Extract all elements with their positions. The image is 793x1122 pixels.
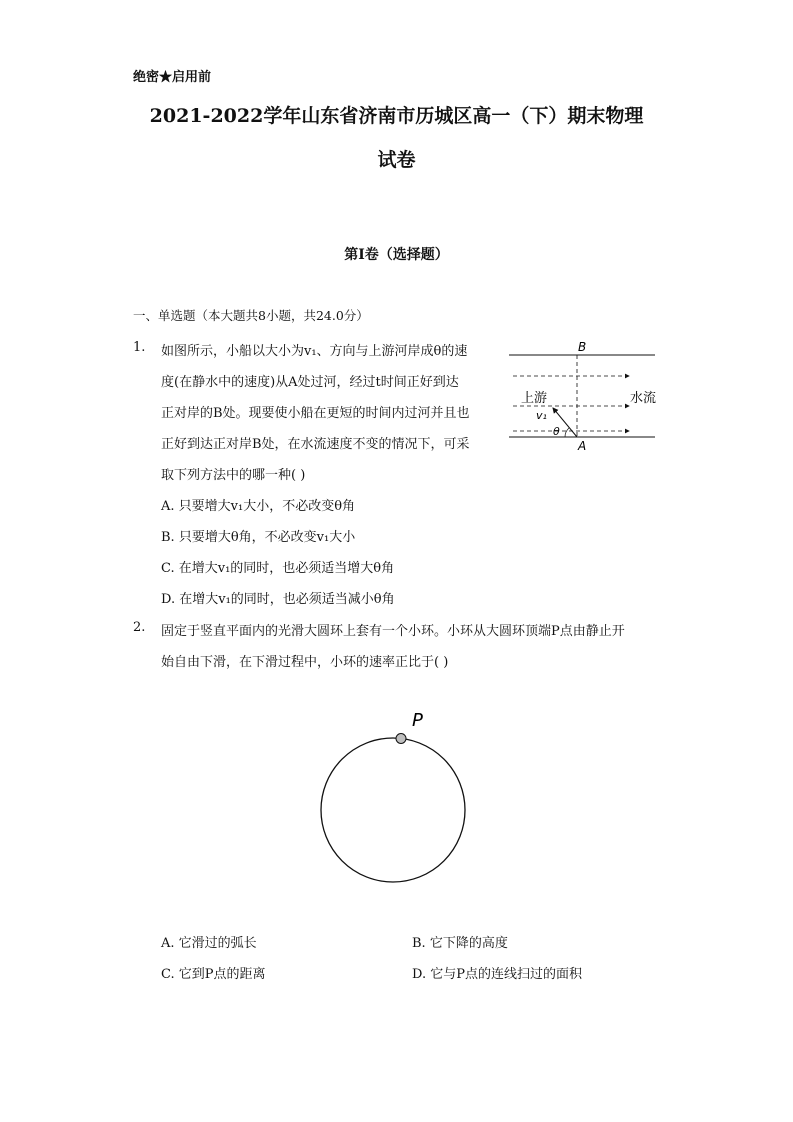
confidential-label: 绝密★启用前: [133, 70, 212, 85]
q2-option-b: B. 它下降的高度: [412, 936, 508, 951]
large-ring: [321, 738, 465, 882]
point-p-label: P: [412, 710, 423, 731]
exam-title-line2: 试卷: [377, 149, 416, 171]
q1-line: 正对岸的B处。现要使小船在更短的时间内过河并且也: [161, 406, 470, 421]
q1-number: 1.: [133, 340, 146, 355]
point-a-label: A: [578, 439, 587, 453]
exam-title-line1: 2021-2022学年山东省济南市历城区高一（下）期末物理: [149, 105, 644, 127]
theta-label: θ: [553, 425, 560, 438]
q1-option-a: A. 只要增大v₁大小，不必改变θ角: [161, 499, 356, 514]
part-heading: 一、单选题（本大题共8小题，共24.0分）: [133, 308, 369, 323]
upstream-label: 上游: [521, 391, 548, 406]
section-title: 第I卷（选择题）: [344, 247, 449, 263]
theta-arc: [565, 428, 569, 437]
q1-line: 如图所示，小船以大小为v₁、方向与上游河岸成θ的速: [161, 344, 468, 359]
q2-line: 始自由下滑，在下滑过程中，小环的速率正比于( ): [161, 655, 449, 670]
q1-option-c: C. 在增大v₁的同时，也必须适当增大θ角: [161, 561, 395, 576]
velocity-label: v₁: [536, 409, 547, 422]
q2-option-d: D. 它与P点的连线扫过的面积: [412, 967, 582, 982]
flow-label: 水流: [630, 391, 657, 406]
q1-line: 取下列方法中的哪一种( ): [161, 468, 306, 483]
river-crossing-figure: [505, 336, 665, 454]
q1-option-b: B. 只要增大θ角，不必改变v₁大小: [161, 530, 356, 545]
q2-line: 固定于竖直平面内的光滑大圆环上套有一个小环。小环从大圆环顶端P点由静止开: [161, 624, 625, 639]
ring-figure: [310, 700, 480, 890]
q2-option-a: A. 它滑过的弧长: [161, 936, 257, 951]
q2-number: 2.: [133, 620, 146, 635]
q2-option-c: C. 它到P点的距离: [161, 967, 266, 982]
point-b-label: B: [578, 340, 587, 354]
q1-line: 正好到达正对岸B处，在水流速度不变的情况下，可采: [161, 437, 470, 452]
q1-line: 度(在静水中的速度)从A处过河，经过t时间正好到达: [161, 375, 459, 390]
small-ring: [396, 734, 406, 744]
q1-option-d: D. 在增大v₁的同时，也必须适当减小θ角: [161, 592, 395, 607]
